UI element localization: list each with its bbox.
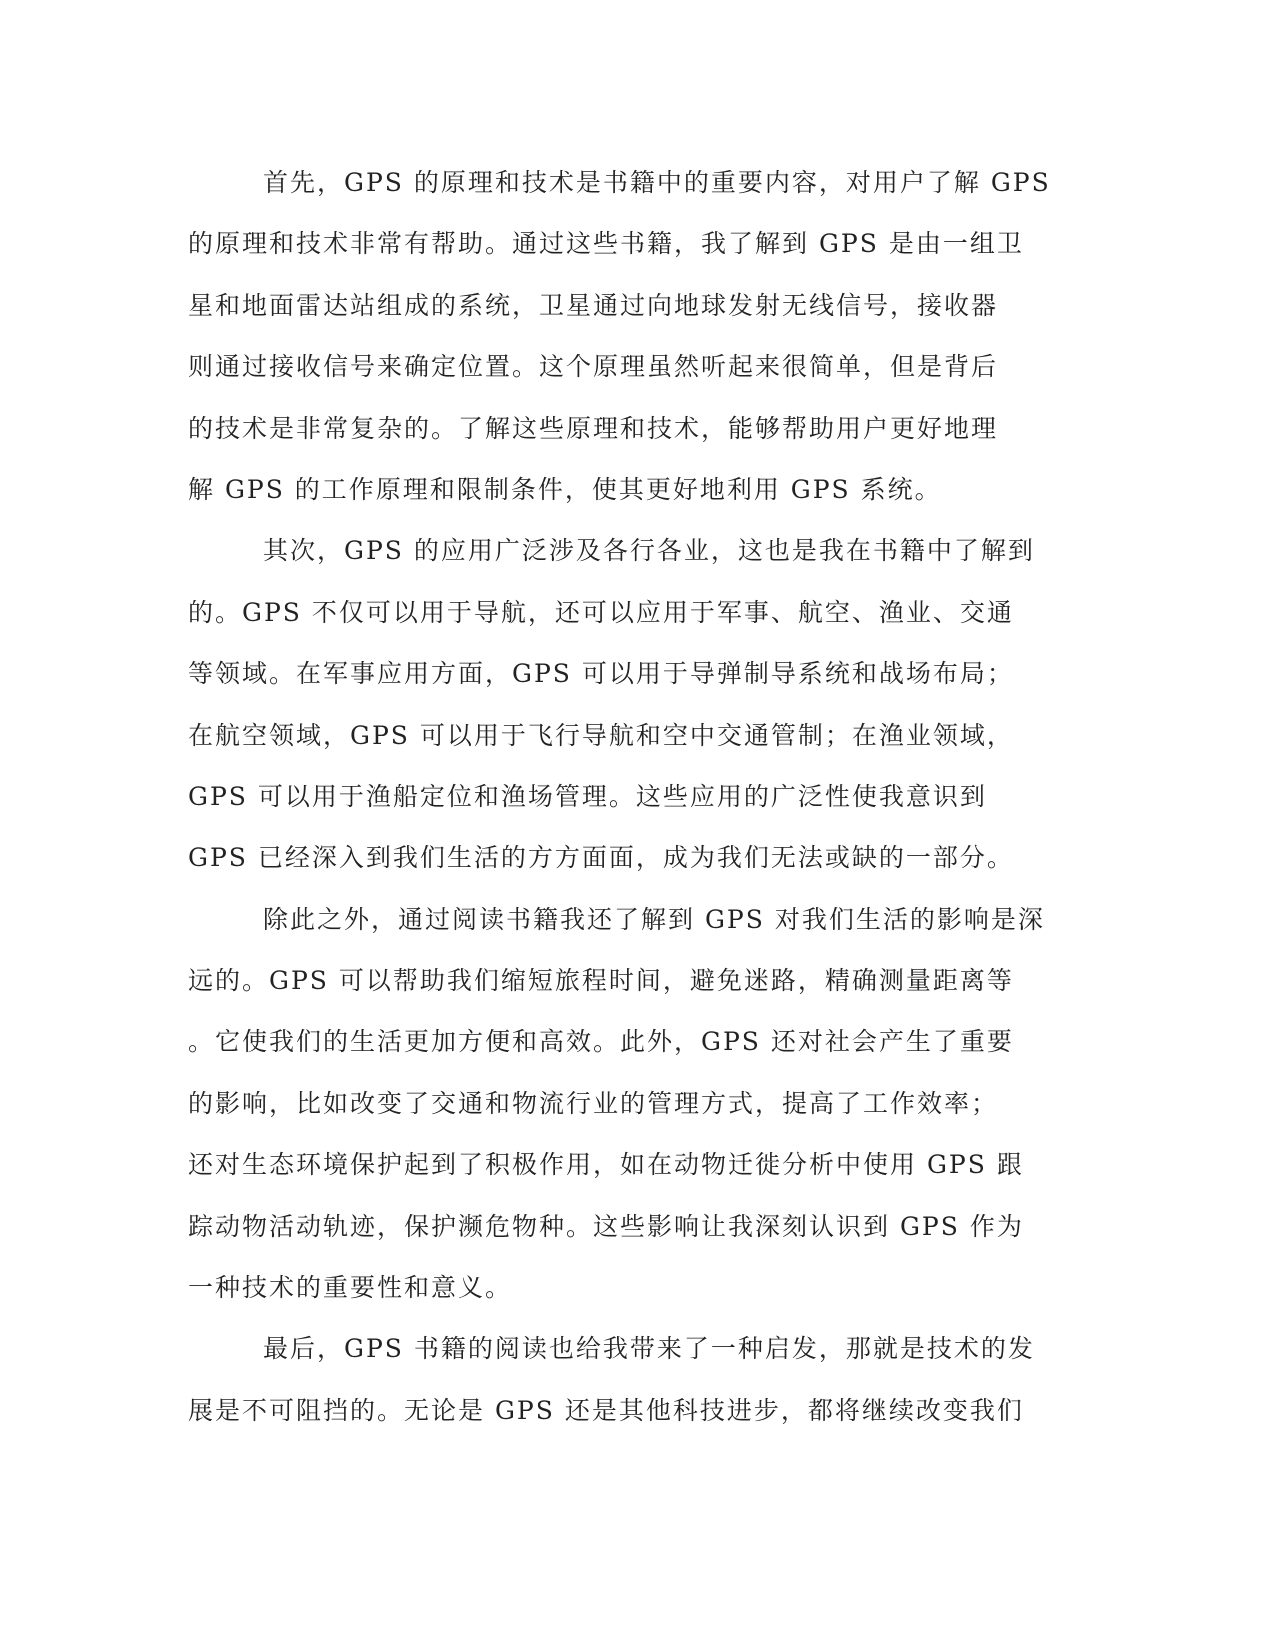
paragraph-1-line-3: 星和地面雷达站组成的系统，卫星通过向地球发射无线信号，接收器 [188, 290, 999, 320]
paragraph-2-line-6: GPS 已经深入到我们生活的方方面面，成为我们无法或缺的一部分。 [188, 843, 1014, 873]
paragraph-1-line-6: 解 GPS 的工作原理和限制条件，使其更好地利用 GPS 系统。 [188, 474, 942, 504]
paragraph-3-line-3: 。它使我们的生活更加方便和高效。此外，GPS 还对社会产生了重要 [188, 1027, 1014, 1057]
paragraph-4-line-2: 展是不可阻挡的。无论是 GPS 还是其他科技进步，都将继续改变我们 [188, 1395, 1024, 1425]
paragraph-1-line-4: 则通过接收信号来确定位置。这个原理虽然听起来很简单，但是背后 [188, 352, 999, 382]
body-text [188, 164, 1088, 1453]
paragraph-2-line-4: 在航空领域，GPS 可以用于飞行导航和空中交通管制；在渔业领域， [188, 720, 1014, 750]
paragraph-3-line-1: 除此之外，通过阅读书籍我还了解到 GPS 对我们生活的影响是深 [263, 904, 1045, 934]
paragraph-1-line-2: 的原理和技术非常有帮助。通过这些书籍，我了解到 GPS 是由一组卫 [188, 229, 1024, 259]
paragraph-3-line-6: 踪动物活动轨迹，保护濒危物种。这些影响让我深刻认识到 GPS 作为 [188, 1211, 1024, 1241]
paragraph-2-line-2: 的。GPS 不仅可以用于导航，还可以应用于军事、航空、渔业、交通 [188, 597, 1014, 627]
paragraph-3-line-2: 远的。GPS 可以帮助我们缩短旅程时间，避免迷路，精确测量距离等 [188, 966, 1014, 996]
paragraph-2-line-3: 等领域。在军事应用方面，GPS 可以用于导弹制导系统和战场布局； [188, 659, 1014, 689]
paragraph-3-line-5: 还对生态环境保护起到了积极作用，如在动物迁徙分析中使用 GPS 跟 [188, 1150, 1024, 1180]
paragraph-4-line-1: 最后，GPS 书籍的阅读也给我带来了一种启发，那就是技术的发 [263, 1334, 1035, 1364]
paragraph-1-line-5: 的技术是非常复杂的。了解这些原理和技术，能够帮助用户更好地理 [188, 413, 999, 443]
paragraph-3-line-4: 的影响，比如改变了交通和物流行业的管理方式，提高了工作效率； [188, 1088, 999, 1118]
paragraph-3-line-7: 一种技术的重要性和意义。 [188, 1273, 513, 1303]
paragraph-2-line-5: GPS 可以用于渔船定位和渔场管理。这些应用的广泛性使我意识到 [188, 781, 987, 811]
paragraph-1-line-1: 首先，GPS 的原理和技术是书籍中的重要内容，对用户了解 GPS [263, 168, 1051, 197]
paragraph-2-line-1: 其次，GPS 的应用广泛涉及各行各业，这也是我在书籍中了解到 [263, 536, 1035, 566]
